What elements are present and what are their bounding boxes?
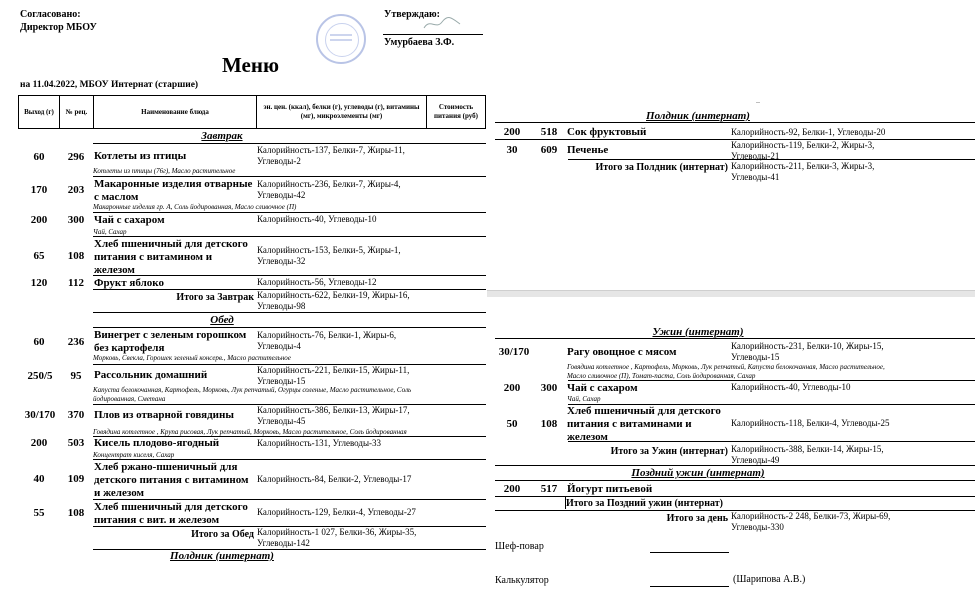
dish-name: Хлеб пшеничный для детского питания с витамином и железом (94, 238, 248, 276)
rec-number: 518 (540, 126, 558, 138)
nutrition: Калорийность-56, Углеводы-12 (257, 277, 377, 287)
dinner-total-nutrition: Калорийность-388, Белки-14, Жиры-15, Углеводы-49 (731, 444, 884, 465)
ingredients: Говядина котлетное , Крупа рисовая, Лук репчатый, Морковь, Масло растительное, Соль йодированная (93, 428, 407, 436)
calc-label: Калькулятор (495, 575, 549, 586)
yield: 60 (33, 336, 45, 348)
rec-number: 112 (68, 277, 84, 289)
rec-number: 109 (67, 473, 85, 485)
yield: 50 (506, 418, 518, 430)
dish-name: Печенье (567, 144, 609, 156)
table-header (18, 95, 486, 129)
ingredients: Котлеты из птицы (76г), Масло растительное (93, 167, 236, 175)
page-break (487, 290, 975, 297)
nutrition: Калорийность-131, Углеводы-33 (257, 438, 382, 448)
confirm-label: Утверждаю: (384, 9, 440, 20)
ingredients: Чай, Сахар (93, 228, 127, 236)
breakfast-total-label: Итого за Завтрак (176, 292, 254, 303)
snack-total-label: Итого за Полдник (интернат) (595, 162, 728, 173)
yield: 200 (503, 126, 521, 138)
nutrition: Калорийность-129, Белки-4, Углеводы-27 (257, 507, 416, 517)
yield: 200 (30, 437, 48, 449)
nutrition: Калорийность-221, Белки-15, Жиры-11, Углеводы-15 (257, 365, 410, 386)
yield: 30 (506, 144, 518, 156)
day-total-label: Итого за день (666, 513, 728, 524)
dinner-total-label: Итого за Ужин (интернат) (610, 446, 728, 457)
dish-name: Плов из отварной говядины (94, 409, 234, 421)
ingredients: Морковь, Свекла, Горошек зеленый консерв., Масло растительное (93, 354, 291, 362)
snack-title-left: Полдник (интернат) (170, 550, 274, 562)
late-dinner-title: Поздний ужин (интернат) (631, 467, 765, 479)
calc-signature-line (650, 586, 729, 587)
ingredients: Говядина котлетное , Картофель, Морковь, Лук репчатый, Капуста белокочанная, Масло растительное, Масло сливочное (П), Томат-паста, Соль йодированная, Сахар (567, 363, 885, 380)
yield: 200 (503, 483, 521, 495)
dish-name: Хлеб пшеничный для детского питания с вит. и железом (94, 501, 248, 526)
nutrition: Калорийность-386, Белки-13, Жиры-17, Углеводы-45 (257, 405, 410, 426)
page-title: Меню (222, 53, 280, 77)
dish-name: Котлеты из птицы (94, 150, 187, 162)
yield: 250/5 (27, 370, 53, 382)
col-cost: Стоимость питания (руб) (433, 103, 479, 120)
yield: 30/170 (498, 346, 530, 358)
nutrition: Калорийность-118, Белки-4, Углеводы-25 (731, 418, 890, 428)
dish-name: Йогурт питьевой (567, 483, 653, 495)
snack-total-nutrition: Калорийность-211, Белки-3, Жиры-3, Углеводы-41 (731, 161, 875, 182)
ingredients: Макаронные изделия гр. А, Соль йодированная, Масло сливочное (П) (93, 203, 297, 211)
lunch-total-nutrition: Калорийность-1 027, Белки-36, Жиры-35, Углеводы-142 (257, 527, 417, 548)
yield: 200 (30, 214, 48, 226)
col-rec: № рец. (60, 96, 94, 128)
rec-number: 517 (540, 483, 558, 495)
nutrition: Калорийность-76, Белки-1, Жиры-6, Углеводы-4 (257, 330, 397, 351)
yield: 40 (33, 473, 45, 485)
nutrition: Калорийность-40, Углеводы-10 (257, 214, 377, 224)
rec-number: 108 (540, 418, 558, 430)
dish-name: Кисель плодово-ягодный (94, 437, 220, 449)
yield: 60 (33, 151, 45, 163)
dish-name: Фрукт яблоко (94, 277, 164, 289)
calc-name: (Шарипова А.В.) (733, 574, 806, 585)
nutrition: Калорийность-40, Углеводы-10 (731, 382, 851, 392)
nutrition: Калорийность-153, Белки-5, Жиры-1, Углеводы-32 (257, 245, 401, 266)
yield: 65 (33, 250, 45, 262)
rec-number: 609 (540, 144, 558, 156)
nutrition: Калорийность-119, Белки-2, Жиры-3, Углеводы-21 (731, 140, 875, 161)
dinner-title: Ужин (интернат) (652, 326, 744, 338)
lunch-title: Обед (210, 314, 234, 326)
dish-name: Хлеб ржано-пшеничный для детского питания с витамином и железом (94, 461, 249, 499)
nutrition: Калорийность-236, Белки-7, Жиры-4, Углеводы-42 (257, 179, 401, 200)
rec-number: 236 (67, 336, 85, 348)
yield: 200 (503, 382, 521, 394)
rec-number: 203 (67, 184, 85, 196)
rec-number: 370 (67, 409, 85, 421)
dish-name: Макаронные изделия отварные с маслом (94, 178, 253, 203)
ingredients: Капуста белокочанная, Картофель, Морковь, Лук репчатый, Огурцы соленые, Масло растительное, Соль йодированная, Сметана (93, 386, 412, 403)
rec-number: 503 (67, 437, 85, 449)
dish-name: Чай с сахаром (94, 214, 165, 226)
lunch-total-label: Итого за Обед (191, 529, 254, 540)
snack-title: Полдник (интернат) (646, 110, 750, 122)
col-yield: Выход (г) (19, 96, 60, 128)
late-dinner-total-label: Итого за Поздний ужин (интернат) (566, 498, 723, 509)
yield: 120 (30, 277, 48, 289)
dish-name: Рагу овощное с мясом (567, 346, 677, 358)
ingredients: Чай, Сахар (567, 395, 601, 403)
rec-number: 300 (67, 214, 85, 226)
yield: 55 (33, 507, 45, 519)
rec-number: 108 (67, 507, 85, 519)
rec-number: 108 (67, 250, 85, 262)
ingredients: Концентрат киселя, Сахар (93, 451, 175, 459)
rec-number: 300 (540, 382, 558, 394)
yield: 30/170 (24, 409, 56, 421)
nutrition: Калорийность-137, Белки-7, Жиры-11, Углеводы-2 (257, 145, 405, 166)
signature (420, 14, 465, 32)
breakfast-title: Завтрак (201, 130, 243, 142)
dots-mark: .. (756, 96, 760, 105)
col-nutrition: эн. цен. (ккал), белки (г), углеводы (г), витамины (мг), микроэлементы (мг) (257, 96, 427, 128)
dish-name: Сок фруктовый (567, 126, 647, 138)
nutrition: Калорийность-92, Белки-1, Углеводы-20 (731, 127, 886, 137)
confirm-name: Умурбаева З.Ф. (384, 37, 455, 48)
seal-stamp (316, 14, 366, 64)
breakfast-total-nutrition: Калорийность-622, Белки-19, Жиры-16, Углеводы-98 (257, 290, 410, 311)
nutrition: Калорийность-231, Белки-10, Жиры-15, Углеводы-15 (731, 341, 884, 362)
dish-name: Хлеб пшеничный для детского питания с витаминами и железом (567, 405, 721, 443)
rec-number: 296 (67, 151, 85, 163)
approved-role: Директор МБОУ (20, 22, 97, 33)
chef-signature-line (650, 552, 729, 553)
dish-name: Рассольник домашний (94, 369, 208, 381)
yield: 170 (30, 184, 48, 196)
dish-name: Чай с сахаром (567, 382, 638, 394)
rec-number: 95 (70, 370, 82, 382)
date-line: на 11.04.2022, МБОУ Интернат (старшие) (20, 80, 199, 90)
nutrition: Калорийность-84, Белки-2, Углеводы-17 (257, 474, 412, 484)
chef-label: Шеф-повар (495, 541, 544, 552)
approved-label: Согласовано: (20, 9, 81, 20)
day-total-nutrition: Калорийность-2 248, Белки-73, Жиры-69, Углеводы-330 (731, 511, 891, 532)
col-name: Наименование блюда (94, 96, 257, 128)
dish-name: Винегрет с зеленым горошком без картофеля (94, 329, 247, 354)
